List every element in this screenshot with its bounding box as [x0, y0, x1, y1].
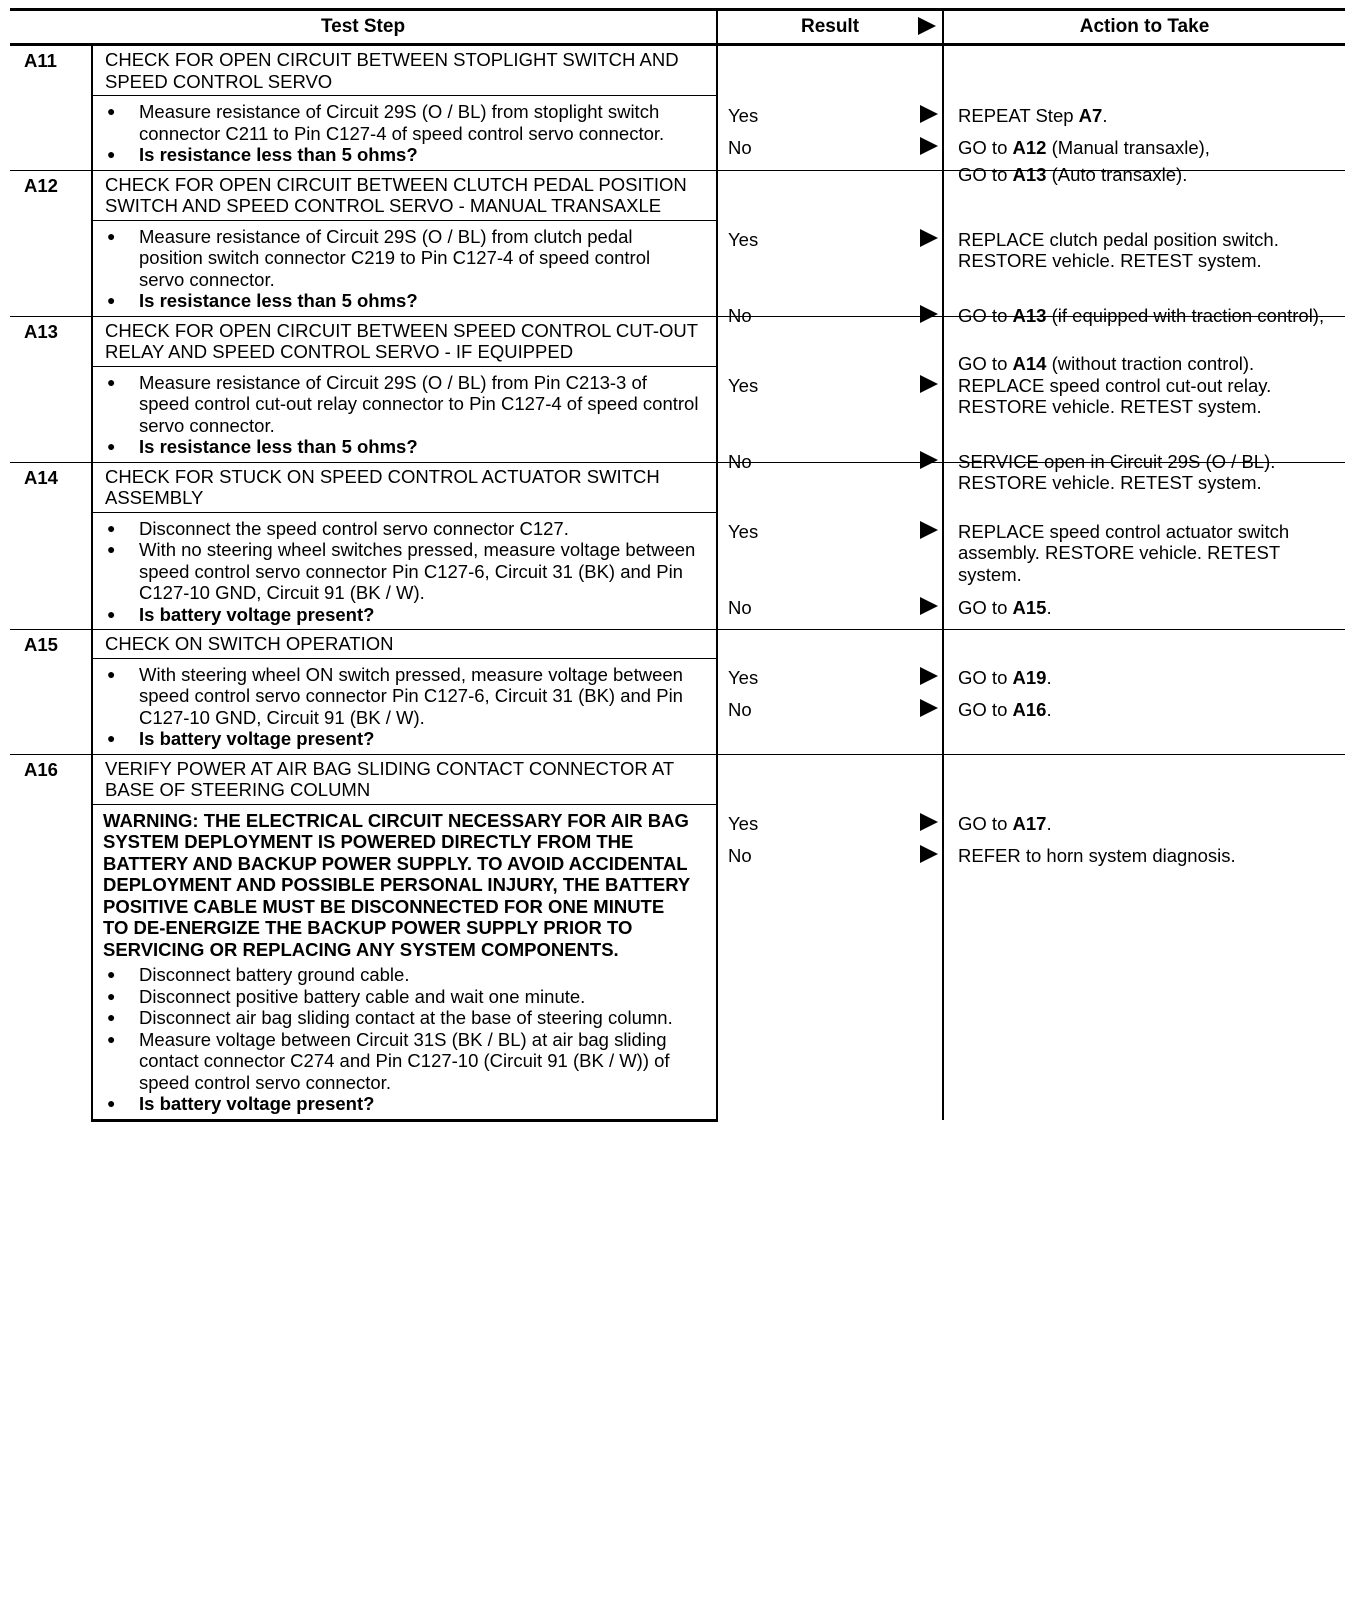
- action-text: SERVICE open in Circuit 29S (O / BL). RESTORE vehicle. RETEST system.: [958, 450, 1276, 493]
- procedure-item: ● Disconnect battery ground cable.: [103, 964, 700, 986]
- arrow-right-icon: [920, 813, 938, 831]
- result-label: No: [728, 304, 752, 326]
- arrow-right-icon: [920, 667, 938, 685]
- result-cell: [717, 630, 943, 755]
- result-cell: [717, 754, 943, 1120]
- step-procedure: [92, 220, 717, 316]
- action-text: REPLACE clutch pedal position switch. RESTORE vehicle. RETEST system.: [958, 228, 1279, 271]
- table-body: [10, 45, 1345, 1121]
- action-text: GO to A15.: [958, 596, 1052, 618]
- procedure-item: ● Disconnect air bag sliding contact at the base of steering column.: [103, 1007, 700, 1029]
- procedure-list: [103, 964, 700, 1115]
- result-no: [728, 305, 942, 329]
- result-no: [728, 451, 942, 475]
- procedure-question: ● Is resistance less than 5 ohms?: [103, 144, 700, 166]
- step-procedure: [92, 366, 717, 462]
- arrow-right-icon: [920, 699, 938, 717]
- result-label: Yes: [728, 666, 759, 688]
- procedure-list: [103, 664, 700, 750]
- header-result-label: Result: [800, 16, 860, 37]
- action-cell: [943, 45, 1345, 185]
- procedure-item: ● With steering wheel ON switch pressed, measure voltage between speed control servo connector Pin C127-6, Circuit 31 (BK) and Pin C127-10 GND, Circuit 91 (BK / W).: [103, 664, 700, 729]
- step-id: A16: [10, 754, 92, 1120]
- step-title: CHECK ON SWITCH OPERATION: [92, 630, 717, 659]
- header-test-step: Test Step: [10, 10, 717, 45]
- arrow-right-icon: [920, 597, 938, 615]
- result-cell: [717, 462, 943, 630]
- result-cell: [717, 316, 943, 472]
- procedure-item: ● Disconnect the speed control servo connector C127.: [103, 518, 700, 540]
- action-text: GO to A14 (without traction control).: [958, 352, 1255, 374]
- procedure-list: [103, 372, 700, 458]
- result-label: No: [728, 596, 752, 618]
- arrow-right-icon: [920, 229, 938, 247]
- action-text: GO to A13 (Auto transaxle).: [958, 164, 1188, 185]
- step-title-row: [10, 630, 1345, 659]
- result-cell: [717, 45, 943, 171]
- result-label: No: [728, 450, 752, 472]
- result-label: Yes: [728, 374, 759, 396]
- procedure-question: ● Is resistance less than 5 ohms?: [103, 436, 700, 458]
- step-title: CHECK FOR OPEN CIRCUIT BETWEEN CLUTCH PEDAL POSITION SWITCH AND SPEED CONTROL SERVO - MANUAL TRANSAXLE: [92, 170, 717, 220]
- step-id: A12: [10, 170, 92, 316]
- procedure-item: ● Disconnect positive battery cable and wait one minute.: [103, 986, 700, 1008]
- result-no: [728, 699, 942, 723]
- action-text: GO to A16.: [958, 698, 1052, 720]
- diagnostic-table: [10, 8, 1345, 1122]
- step-id: A13: [10, 316, 92, 462]
- table-header-row: [10, 10, 1345, 45]
- procedure-item: ● Measure voltage between Circuit 31S (BK / BL) at air bag sliding contact connector C274 and Pin C127-10 (Circuit 91 (BK / W)) of speed control servo connector.: [103, 1029, 700, 1094]
- diagnostic-table-sheet: [10, 8, 1345, 1122]
- step-title: VERIFY POWER AT AIR BAG SLIDING CONTACT CONNECTOR AT BASE OF STEERING COLUMN: [92, 754, 717, 804]
- procedure-list: [103, 101, 700, 166]
- result-yes: [728, 667, 942, 691]
- arrow-right-icon: [920, 521, 938, 539]
- result-no: [728, 137, 942, 161]
- action-text: REPLACE speed control actuator switch assembly. RESTORE vehicle. RETEST system.: [958, 520, 1290, 585]
- action-text: GO to A19.: [958, 666, 1052, 688]
- step-title: CHECK FOR STUCK ON SPEED CONTROL ACTUATOR SWITCH ASSEMBLY: [92, 462, 717, 512]
- header-result: [717, 10, 943, 45]
- action-cell: [943, 170, 1345, 374]
- step-title-row: [10, 45, 1345, 96]
- result-label: No: [728, 137, 752, 158]
- arrow-right-icon: [920, 305, 938, 323]
- result-no: [728, 597, 942, 621]
- procedure-question: ● Is battery voltage present?: [103, 728, 700, 750]
- procedure-item: ● Measure resistance of Circuit 29S (O / BL) from stoplight switch connector C211 to Pin C127-4 of speed control servo connector.: [103, 101, 700, 144]
- step-procedure: [92, 96, 717, 171]
- procedure-item: ● Measure resistance of Circuit 29S (O / BL) from Pin C213-3 of speed control cut-out relay connector to Pin C127-4 of speed control servo connector.: [103, 372, 700, 437]
- procedure-question: ● Is battery voltage present?: [103, 604, 700, 626]
- action-text: GO to A13 (if equipped with traction control),: [958, 304, 1325, 326]
- arrow-right-icon: [920, 451, 938, 469]
- action-cell: [943, 316, 1345, 493]
- action-text: GO to A12 (Manual transaxle),: [958, 137, 1210, 158]
- result-no: [728, 845, 942, 869]
- arrow-right-icon: [920, 375, 938, 393]
- result-label: Yes: [728, 520, 759, 542]
- action-cell: [943, 754, 1345, 1120]
- step-title-row: [10, 754, 1345, 804]
- procedure-list: [103, 518, 700, 626]
- warning-text: WARNING: THE ELECTRICAL CIRCUIT NECESSARY FOR AIR BAG SYSTEM DEPLOYMENT IS POWERED DIRECTLY FROM THE BATTERY AND BACKUP POWER SUPPLY. TO AVOID ACCIDENTAL DEPLOYMENT AND POSSIBLE PERSONAL INJURY, THE BATTERY POSITIVE CABLE MUST BE DISCONNECTED FOR ONE MINUTE TO DE-ENERGIZE THE BACKUP POWER SUPPLY PRIOR TO SERVICING OR REPLACING ANY SYSTEM COMPONENTS.: [103, 809, 690, 960]
- result-yes: [728, 105, 942, 129]
- result-label: Yes: [728, 812, 759, 834]
- result-yes: [728, 229, 942, 253]
- step-title: CHECK FOR OPEN CIRCUIT BETWEEN STOPLIGHT SWITCH AND SPEED CONTROL SERVO: [92, 45, 717, 96]
- procedure-item: ● With no steering wheel switches pressed, measure voltage between speed control servo connector Pin C127-6, Circuit 31 (BK) and Pin C127-10 GND, Circuit 91 (BK / W).: [103, 539, 700, 604]
- step-procedure: [92, 658, 717, 754]
- result-yes: [728, 813, 942, 837]
- arrow-right-icon: [920, 137, 938, 155]
- header-action: Action to Take: [943, 10, 1345, 45]
- arrow-right-icon: [920, 845, 938, 863]
- procedure-question: ● Is resistance less than 5 ohms?: [103, 290, 700, 312]
- action-text: GO to A17.: [958, 812, 1052, 834]
- result-label: Yes: [728, 228, 759, 250]
- result-yes: [728, 521, 942, 545]
- procedure-question: ● Is battery voltage present?: [103, 1093, 700, 1115]
- action-text: REFER to horn system diagnosis.: [958, 844, 1236, 866]
- step-id: A15: [10, 630, 92, 755]
- step-title: CHECK FOR OPEN CIRCUIT BETWEEN SPEED CONTROL CUT-OUT RELAY AND SPEED CONTROL SERVO - IF EQUIPPED: [92, 316, 717, 366]
- action-text: REPLACE speed control cut-out relay. RESTORE vehicle. RETEST system.: [958, 374, 1272, 417]
- result-label: No: [728, 698, 752, 720]
- procedure-item: ● Measure resistance of Circuit 29S (O / BL) from clutch pedal position switch connector C219 to Pin C127-4 of speed control servo connector.: [103, 226, 700, 291]
- result-label: No: [728, 844, 752, 866]
- result-label: Yes: [728, 105, 759, 126]
- action-cell: [943, 630, 1345, 755]
- step-procedure: [92, 804, 717, 1120]
- action-text: REPEAT Step A7.: [958, 105, 1108, 126]
- arrow-right-icon: [918, 17, 936, 35]
- step-id: A11: [10, 45, 92, 171]
- procedure-list: [103, 226, 700, 312]
- step-procedure: [92, 512, 717, 630]
- step-id: A14: [10, 462, 92, 630]
- arrow-right-icon: [920, 105, 938, 123]
- result-cell: [717, 170, 943, 326]
- result-yes: [728, 375, 942, 399]
